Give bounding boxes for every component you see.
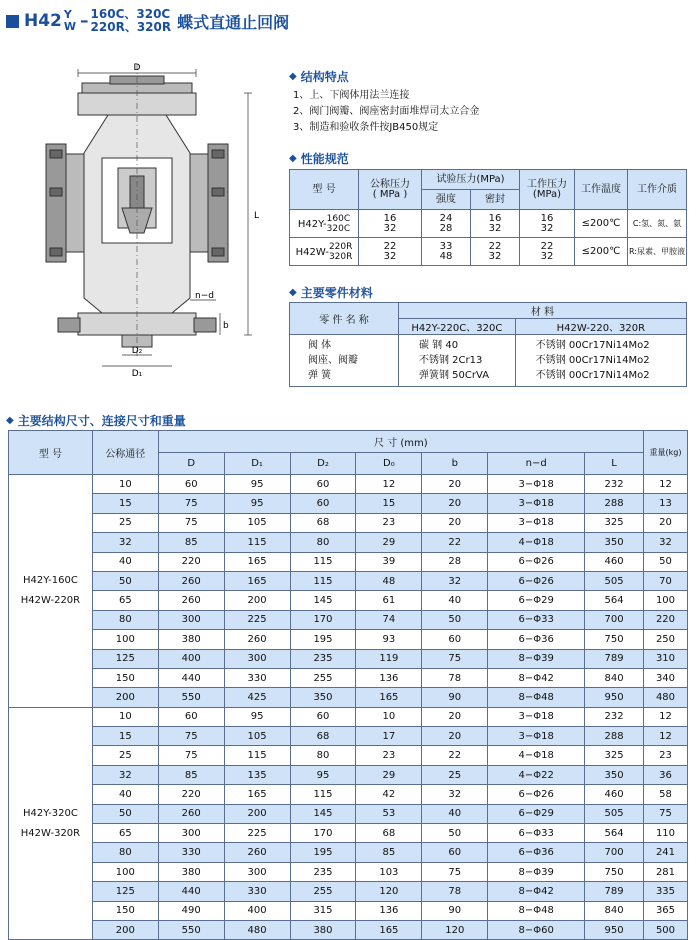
table-row: H42Y- 160C 320C 16 32 24 28 16 32 16 32 ≤200℃ C:氢、氮、氨 [290, 210, 687, 238]
dims-cell: 165 [224, 785, 290, 804]
dims-cell: 20 [422, 513, 488, 532]
dims-cell: 75 [422, 862, 488, 881]
dims-cell: 255 [290, 882, 356, 901]
dims-cell: 6−Φ29 [488, 804, 585, 823]
dims-cell: 425 [224, 688, 290, 707]
dims-cell: 60 [290, 707, 356, 726]
valve-section-drawing [40, 58, 265, 378]
dims-cell: 103 [356, 862, 422, 881]
dims-cell: 325 [585, 513, 644, 532]
features-list [293, 88, 479, 136]
dims-cell: 60 [290, 494, 356, 513]
dims-cell: 4−Φ18 [488, 533, 585, 552]
dims-cell: 74 [356, 610, 422, 629]
table-row [9, 804, 688, 823]
dims-cell: 20 [422, 727, 488, 746]
dims-cell: 105 [224, 513, 290, 532]
dims-cell: 39 [356, 552, 422, 571]
dims-cell: 40 [422, 804, 488, 823]
dim-L-label: L [254, 211, 260, 221]
dims-cell: 365 [643, 901, 687, 920]
dims-cell: 95 [224, 475, 290, 494]
dims-cell: 20 [422, 475, 488, 494]
dims-cell: 480 [224, 920, 290, 939]
dims-cell: 232 [585, 475, 644, 494]
dims-cell: 48 [356, 571, 422, 590]
dims-cell: 8−Φ42 [488, 668, 585, 687]
mat-header-col2: H42W-220、320R [515, 319, 686, 335]
dims-cell: 32 [422, 785, 488, 804]
dims-cell: 28 [422, 552, 488, 571]
dims-cell: 255 [290, 668, 356, 687]
title-sup: Y [63, 8, 72, 21]
dims-cell: 950 [585, 920, 644, 939]
dims-cell: 60 [158, 475, 224, 494]
dims-cell: 6−Φ29 [488, 591, 585, 610]
dims-cell: 15 [92, 727, 158, 746]
perf-header-model: 型 号 [290, 170, 359, 210]
dims-cell: 288 [585, 494, 644, 513]
dims-cell: 78 [422, 882, 488, 901]
dims-cell: 440 [158, 882, 224, 901]
dims-cell: 200 [224, 591, 290, 610]
table-row [9, 920, 688, 939]
dims-cell: 170 [290, 824, 356, 843]
mat-header-col1: H42Y-220C、320C [399, 319, 516, 335]
dims-cell: 78 [422, 668, 488, 687]
dims-cell: 68 [356, 824, 422, 843]
dims-cell: 136 [356, 668, 422, 687]
dims-cell: 115 [290, 785, 356, 804]
dims-cell: 20 [422, 494, 488, 513]
title-model-prefix: H42 [24, 11, 62, 31]
dims-header-weight: 重量(kg) [643, 431, 687, 475]
dims-cell: 145 [290, 804, 356, 823]
dims-cell: 750 [585, 630, 644, 649]
dims-cell: 29 [356, 765, 422, 784]
dims-cell: 4−Φ18 [488, 746, 585, 765]
dims-cell: 53 [356, 804, 422, 823]
dims-cell: 85 [356, 843, 422, 862]
dims-cell: 225 [224, 610, 290, 629]
dims-cell: 32 [92, 765, 158, 784]
dims-cell: 145 [290, 591, 356, 610]
dims-cell: 165 [224, 552, 290, 571]
dims-cell: 300 [224, 862, 290, 881]
perf-header-temp: 工作温度 [575, 170, 628, 210]
dims-cell: 32 [422, 571, 488, 590]
dims-cell: 200 [92, 920, 158, 939]
dims-cell: 260 [224, 843, 290, 862]
dims-cell: 165 [356, 688, 422, 707]
mat-header-part: 零 件 名 称 [290, 303, 399, 335]
dims-cell: 125 [92, 882, 158, 901]
dims-cell: 165 [224, 571, 290, 590]
dims-cell: 85 [158, 765, 224, 784]
dims-cell: 95 [290, 765, 356, 784]
dims-cell: 115 [290, 552, 356, 571]
dims-cell: 220 [158, 785, 224, 804]
perf-model: H42Y- 160C 320C [290, 210, 359, 238]
dims-cell: 300 [158, 824, 224, 843]
dims-cell: 85 [158, 533, 224, 552]
table-row [9, 630, 688, 649]
dims-cell: 700 [585, 843, 644, 862]
dims-cell: 235 [290, 862, 356, 881]
dims-cell: 232 [585, 707, 644, 726]
dims-cell: 93 [356, 630, 422, 649]
title-grades [91, 8, 172, 34]
dims-cell: 6−Φ26 [488, 552, 585, 571]
perf-medium: R:尿素、甲胺液 [628, 238, 687, 266]
dims-cell: 25 [92, 746, 158, 765]
dims-cell: 40 [92, 552, 158, 571]
materials-heading: ◆ 主要零件材料 [289, 286, 373, 300]
dims-cell: 8−Φ39 [488, 862, 585, 881]
dims-cell: 20 [643, 513, 687, 532]
dims-cell: 300 [224, 649, 290, 668]
dims-cell: 250 [643, 630, 687, 649]
dims-cell: 13 [643, 494, 687, 513]
dims-cell: 100 [92, 862, 158, 881]
dims-cell: 235 [290, 649, 356, 668]
table-row [9, 843, 688, 862]
dims-cell: 23 [356, 513, 422, 532]
perf-header-seal: 密封 [470, 190, 519, 210]
dims-heading: ◆ 主要结构尺寸、连接尺寸和重量 [6, 414, 186, 428]
table-row [9, 571, 688, 590]
dims-cell: 325 [585, 746, 644, 765]
dims-cell: 6−Φ36 [488, 843, 585, 862]
dims-cell: 23 [643, 746, 687, 765]
dims-cell: 10 [92, 707, 158, 726]
table-row [9, 513, 688, 532]
dims-cell: 310 [643, 649, 687, 668]
dims-cell: 480 [643, 688, 687, 707]
dim-D1-label: D₁ [131, 369, 143, 378]
dims-cell: 288 [585, 727, 644, 746]
dims-cell: 340 [643, 668, 687, 687]
dims-cell: 75 [158, 494, 224, 513]
dims-cell: 335 [643, 882, 687, 901]
perf-header-work: 工作压力 (MPa) [520, 170, 575, 210]
dims-cell: 32 [643, 533, 687, 552]
performance-heading: ◆ 性能规范 [289, 152, 349, 166]
dims-cell: 505 [585, 571, 644, 590]
dims-cell: 90 [422, 901, 488, 920]
dims-cell: 17 [356, 727, 422, 746]
perf-medium: C:氢、氮、氨 [628, 210, 687, 238]
dims-cell: 564 [585, 591, 644, 610]
dims-cell: 3−Φ18 [488, 494, 585, 513]
table-row [9, 824, 688, 843]
dims-cell: 65 [92, 824, 158, 843]
perf-header-strength: 强度 [422, 190, 471, 210]
dims-cell: 42 [356, 785, 422, 804]
diamond-icon: ◆ [289, 71, 297, 82]
perf-temp: ≤200℃ [575, 210, 628, 238]
dims-cell: 12 [643, 707, 687, 726]
dims-cell: 95 [224, 707, 290, 726]
dims-cell: 300 [158, 610, 224, 629]
mat-header-material: 材 料 [399, 303, 687, 319]
dims-cell: 490 [158, 901, 224, 920]
dims-cell: 200 [92, 688, 158, 707]
page-title: H42 Y W – 160C、320C 220R、320R 蝶式直通止回阀 [6, 6, 289, 36]
dim-D-label: D [133, 63, 141, 73]
dims-cell: 80 [290, 746, 356, 765]
table-row [9, 901, 688, 920]
dims-cell: 380 [290, 920, 356, 939]
features-heading: ◆ 结构特点 [289, 70, 349, 84]
dims-cell: 950 [585, 688, 644, 707]
dims-cell: 789 [585, 882, 644, 901]
performance-table [289, 169, 687, 266]
dims-cell: 115 [224, 746, 290, 765]
dims-cell: 260 [158, 804, 224, 823]
table-row [9, 882, 688, 901]
dim-D2-label: D₂ [131, 346, 143, 356]
dims-cell: 80 [92, 843, 158, 862]
dims-cell: 119 [356, 649, 422, 668]
dims-cell: 6−Φ33 [488, 610, 585, 629]
dims-cell: 400 [224, 901, 290, 920]
dims-cell: 50 [422, 610, 488, 629]
dims-cell: 10 [92, 475, 158, 494]
dims-cell: 220 [643, 610, 687, 629]
table-row [9, 765, 688, 784]
dims-cell: 200 [224, 804, 290, 823]
dims-header-model: 型 号 [9, 431, 93, 475]
dims-cell: 50 [422, 824, 488, 843]
title-grade-top: 160C、320C [90, 7, 171, 21]
dims-cell: 550 [158, 920, 224, 939]
dims-cell: 6−Φ36 [488, 630, 585, 649]
dims-cell: 460 [585, 552, 644, 571]
dims-cell: 170 [290, 610, 356, 629]
table-row [9, 475, 688, 494]
dims-cell: 50 [92, 571, 158, 590]
dims-cell: 136 [356, 901, 422, 920]
table-row: 阀 体 阀座、阀瓣 弹 簧 碳 钢 40 不锈钢 2Cr13 弹簧钢 50CrVA 不锈钢 00Cr17Ni14Mo2 不锈钢 00Cr17Ni14Mo2 不锈钢 00Cr17Ni14Mo2 [290, 335, 687, 387]
dims-cell: 12 [356, 475, 422, 494]
dims-cell: 60 [422, 843, 488, 862]
table-row [9, 727, 688, 746]
title-square-icon [6, 15, 19, 28]
dims-cell: 125 [92, 649, 158, 668]
dims-cell: 400 [158, 649, 224, 668]
table-row [9, 552, 688, 571]
dims-cell: 500 [643, 920, 687, 939]
title-sub: W [63, 20, 77, 33]
dims-cell: 505 [585, 804, 644, 823]
dims-cell: 120 [422, 920, 488, 939]
dims-cell: 3−Φ18 [488, 727, 585, 746]
dim-b-label: b [223, 321, 229, 331]
dims-cell: 60 [158, 707, 224, 726]
dims-cell: 115 [224, 533, 290, 552]
dims-cell: 220 [158, 552, 224, 571]
dims-cell: 380 [158, 630, 224, 649]
dims-cell: 260 [224, 630, 290, 649]
dims-cell: 15 [356, 494, 422, 513]
dims-cell: 25 [422, 765, 488, 784]
diamond-icon: ◆ [6, 415, 14, 426]
dims-cell: 75 [158, 727, 224, 746]
dims-cell: 25 [92, 513, 158, 532]
dims-cell: 440 [158, 668, 224, 687]
dims-cell: 22 [422, 746, 488, 765]
dims-cell: 23 [356, 746, 422, 765]
diamond-icon: ◆ [289, 287, 297, 298]
table-row [9, 668, 688, 687]
dims-cell: 8−Φ48 [488, 688, 585, 707]
dims-cell: 75 [422, 649, 488, 668]
dims-cell: 350 [585, 533, 644, 552]
dims-cell: 95 [224, 494, 290, 513]
dims-cell: 60 [422, 630, 488, 649]
dims-cell: 75 [158, 513, 224, 532]
dims-cell: 61 [356, 591, 422, 610]
dims-cell: 100 [643, 591, 687, 610]
dims-cell: 840 [585, 668, 644, 687]
table-row [9, 494, 688, 513]
perf-header-nominal: 公称压力 ( MPa ) [359, 170, 422, 210]
dims-cell: 60 [290, 475, 356, 494]
dims-cell: 135 [224, 765, 290, 784]
dims-cell: 58 [643, 785, 687, 804]
diamond-icon: ◆ [289, 153, 297, 164]
dims-cell: 12 [643, 727, 687, 746]
dims-cell: 195 [290, 630, 356, 649]
perf-model: H42W- 220R 320R [290, 238, 359, 266]
dims-cell: 150 [92, 668, 158, 687]
table-row [9, 649, 688, 668]
dims-cell: 110 [643, 824, 687, 843]
table-row [9, 862, 688, 881]
dims-cell: 6−Φ26 [488, 571, 585, 590]
dims-cell: 115 [290, 571, 356, 590]
dims-cell: 4−Φ22 [488, 765, 585, 784]
dimensions-table: 型 号 公称通径 尺 寸 (mm) 重量(kg) D D₁ D₂ D₀ b n−d L H42Y-160C H42W-220R 10 60 95 60 12 20 3−Φ18 232 12 15 75 95 60 15 20 3−Φ18 288 13 25 75 105 68 23 20 3−Φ18 325 20 32 85 115 80 29 22 4−Φ18 350 32 40 220 165 115 39 28 6−Φ26 460 50 50 260 165 115 48 32 6−Φ26 505 70 65 260 200 145 61 40 6−Φ29 564 100 80 300 225 170 74 50 6−Φ33 700 220 100 380 260 195 93 60 6−Φ36 750 250 125 400 300 235 119 75 8−Φ39 789 310 150 440 330 255 136 78 8−Φ42 840 340 200 550 425 350 165 90 8−Φ48 950 480 H42Y-320C H42W-320R 10 60 95 60 10 20 3−Φ18 232 12 15 75 105 68 17 20 3−Φ18 288 12 25 75 115 80 23 22 4−Φ18 325 23 32 85 135 95 29 25 4−Φ22 350 36 40 220 165 115 42 32 6−Φ26 460 58 50 260 200 145 53 40 6−Φ29 505 75 65 300 225 170 68 50 6−Φ33 564 110 80 330 260 195 85 60 6−Φ36 700 241 100 380 300 235 103 75 8−Φ39 750 281 125 440 330 255 120 78 8−Φ42 789 335 150 490 400 315 136 90 8−Φ48 840 365 200 550 480 380 165 120 8−Φ60 950 500 [8, 430, 688, 940]
dims-cell: 380 [158, 862, 224, 881]
dims-cell: 36 [643, 765, 687, 784]
dims-cell: 100 [92, 630, 158, 649]
dims-cell: 68 [290, 513, 356, 532]
feature-item: 2、阀门阀瓣、阀座密封面堆焊司太立合金 [293, 106, 480, 117]
title-name: 蝶式直通止回阀 [177, 12, 290, 32]
dims-cell: 241 [643, 843, 687, 862]
dims-cell: 350 [585, 765, 644, 784]
dims-cell: 350 [290, 688, 356, 707]
dims-cell: 68 [290, 727, 356, 746]
dims-cell: 3−Φ18 [488, 475, 585, 494]
dims-cell: 150 [92, 901, 158, 920]
dims-cell: 8−Φ60 [488, 920, 585, 939]
dim-nd-label: n−d [195, 291, 214, 301]
dims-cell: 700 [585, 610, 644, 629]
dims-cell: 20 [422, 707, 488, 726]
dims-cell: 75 [643, 804, 687, 823]
dims-header-size: 尺 寸 (mm) [158, 431, 643, 453]
dims-cell: 70 [643, 571, 687, 590]
dims-cell: 29 [356, 533, 422, 552]
table-row [9, 746, 688, 765]
dims-cell: 6−Φ26 [488, 785, 585, 804]
table-row [9, 707, 688, 726]
perf-temp: ≤200℃ [575, 238, 628, 266]
dims-cell: 840 [585, 901, 644, 920]
dims-cell: 8−Φ39 [488, 649, 585, 668]
dims-cell: 225 [224, 824, 290, 843]
feature-item: 3、制造和验收条件按JB450规定 [293, 122, 439, 133]
table-row [9, 785, 688, 804]
dims-cell: 80 [92, 610, 158, 629]
materials-table [289, 302, 687, 387]
dims-cell: 40 [92, 785, 158, 804]
dims-cell: 50 [643, 552, 687, 571]
dims-cell: 8−Φ48 [488, 901, 585, 920]
dims-cell: 15 [92, 494, 158, 513]
dims-cell: 22 [422, 533, 488, 552]
dims-cell: 3−Φ18 [488, 513, 585, 532]
dims-cell: 330 [158, 843, 224, 862]
dims-cell: 50 [92, 804, 158, 823]
dims-cell: 3−Φ18 [488, 707, 585, 726]
dims-cell: 32 [92, 533, 158, 552]
dims-cell: 12 [643, 475, 687, 494]
dims-cell: 330 [224, 882, 290, 901]
dims-cell: 165 [356, 920, 422, 939]
table-row [9, 610, 688, 629]
dims-cell: 10 [356, 707, 422, 726]
dims-cell: 315 [290, 901, 356, 920]
dims-cell: 40 [422, 591, 488, 610]
dims-cell: 750 [585, 862, 644, 881]
dims-model-cell: H42Y-160C H42W-220R [9, 475, 93, 708]
dims-cell: 195 [290, 843, 356, 862]
dims-cell: 6−Φ33 [488, 824, 585, 843]
table-row [9, 591, 688, 610]
dims-cell: 460 [585, 785, 644, 804]
table-row [9, 688, 688, 707]
dims-header-dn: 公称通径 [92, 431, 158, 475]
dims-cell: 281 [643, 862, 687, 881]
dims-cell: 550 [158, 688, 224, 707]
dims-cell: 90 [422, 688, 488, 707]
dims-model-cell: H42Y-320C H42W-320R [9, 707, 93, 940]
dims-cell: 260 [158, 571, 224, 590]
dims-cell: 330 [224, 668, 290, 687]
dims-cell: 564 [585, 824, 644, 843]
feature-item: 1、上、下阀体用法兰连接 [293, 90, 410, 101]
dims-cell: 65 [92, 591, 158, 610]
perf-header-medium: 工作介质 [628, 170, 687, 210]
title-grade-bottom: 220R、320R [90, 20, 172, 34]
dims-cell: 260 [158, 591, 224, 610]
dims-cell: 80 [290, 533, 356, 552]
dims-cell: 75 [158, 746, 224, 765]
title-material-stack [64, 9, 76, 33]
dims-cell: 8−Φ42 [488, 882, 585, 901]
dims-cell: 789 [585, 649, 644, 668]
dims-cell: 120 [356, 882, 422, 901]
table-row [9, 533, 688, 552]
dims-cell: 105 [224, 727, 290, 746]
table-row: H42W- 220R 320R 22 32 33 48 22 32 22 32 ≤200℃ R:尿素、甲胺液 [290, 238, 687, 266]
perf-header-test: 试验压力(MPa) [422, 170, 520, 190]
